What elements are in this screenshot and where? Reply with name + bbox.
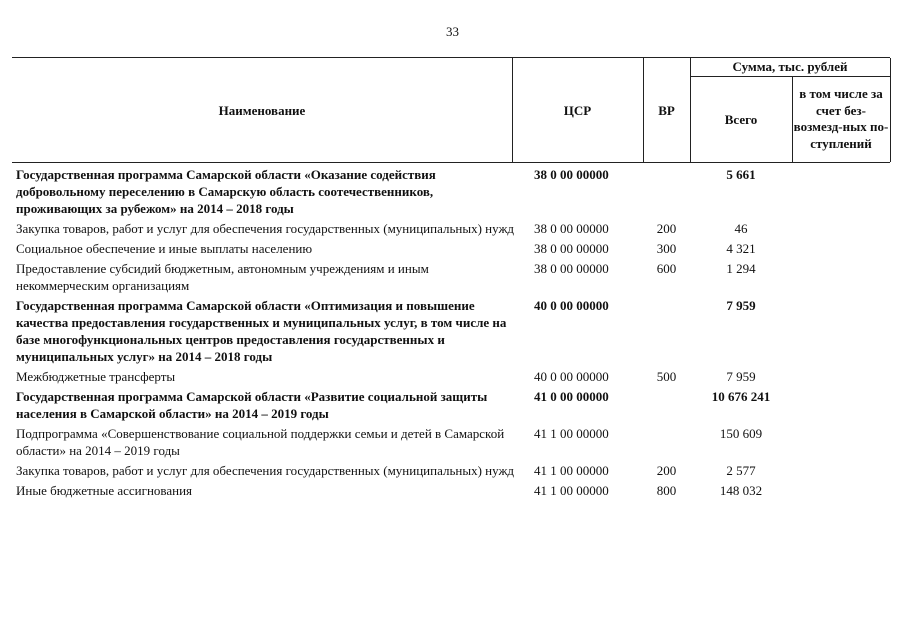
row-csr: 40 0 00 00000: [534, 369, 609, 384]
header-incl: в том числе за счет без-возмезд-ных по-ступлений: [793, 86, 889, 151]
row-incl: [792, 482, 890, 499]
table-body: [12, 163, 890, 499]
row-vr: 200: [656, 463, 677, 478]
header-name: Наименование: [218, 102, 306, 118]
table-row: [12, 385, 890, 422]
row-name: Иные бюджетные ассигнования: [16, 483, 193, 498]
table-row: [12, 365, 890, 385]
row-total: 7 959: [726, 369, 756, 384]
row-incl: [792, 368, 890, 385]
row-total: 5 661: [726, 167, 756, 182]
header-divider: [890, 58, 891, 162]
row-incl: [792, 462, 890, 479]
header-sum: Сумма, тыс. рублей: [732, 59, 848, 74]
row-total: 2 577: [726, 463, 756, 478]
row-incl: [792, 425, 890, 459]
row-total: 46: [734, 221, 748, 236]
row-total: 150 609: [719, 426, 763, 441]
row-csr: 41 0 00 00000: [534, 389, 609, 404]
row-csr: 40 0 00 00000: [534, 298, 609, 313]
table-row: [12, 237, 890, 257]
row-csr: 41 1 00 00000: [534, 463, 609, 478]
row-csr: 41 1 00 00000: [534, 483, 609, 498]
row-name: Социальное обеспечение и иные выплаты населению: [16, 241, 313, 256]
row-vr: [643, 166, 690, 217]
row-name: Государственная программа Самарской области «Оказание содействия добровольному переселению в Самарскую область соотечественников, проживающих за рубежом» на 2014 – 2018 годы: [16, 167, 436, 216]
table-row: [12, 163, 890, 217]
header-divider: [643, 58, 644, 162]
row-incl: [792, 220, 890, 237]
row-name: Межбюджетные трансферты: [16, 369, 176, 384]
row-vr: [643, 425, 690, 459]
page-number: 33: [446, 24, 459, 39]
row-name: Предоставление субсидий бюджетным, автономным учреждениям и иным некоммерческим организациям: [16, 261, 429, 293]
row-vr: [643, 297, 690, 365]
row-vr: 800: [656, 483, 677, 498]
row-incl: [792, 297, 890, 365]
header-vr: ВР: [658, 102, 675, 118]
header-divider: [690, 58, 691, 162]
row-total: 1 294: [726, 261, 756, 276]
row-csr: 38 0 00 00000: [534, 261, 609, 276]
table-row: [12, 422, 890, 459]
row-vr: 500: [656, 369, 677, 384]
row-total: 7 959: [726, 298, 756, 313]
row-name: Государственная программа Самарской области «Развитие социальной защиты населения в Самарской области» на 2014 – 2019 годы: [16, 389, 488, 421]
row-incl: [792, 388, 890, 422]
row-csr: 38 0 00 00000: [534, 221, 609, 236]
table-row: [12, 257, 890, 294]
header-total: Всего: [724, 111, 758, 127]
budget-table: [12, 57, 890, 499]
table-row: [12, 217, 890, 237]
row-csr: 38 0 00 00000: [534, 167, 609, 182]
row-name: Закупка товаров, работ и услуг для обеспечения государственных (муниципальных) нужд: [16, 221, 515, 236]
row-total: 4 321: [726, 241, 756, 256]
row-total: 10 676 241: [711, 389, 771, 404]
row-total: 148 032: [719, 483, 763, 498]
table-row: [12, 459, 890, 479]
row-incl: [792, 260, 890, 294]
header-divider: [690, 76, 890, 77]
row-incl: [792, 166, 890, 217]
header-divider: [792, 76, 793, 162]
row-name: Закупка товаров, работ и услуг для обеспечения государственных (муниципальных) нужд: [16, 463, 515, 478]
row-vr: 200: [656, 221, 677, 236]
header-divider: [512, 58, 513, 162]
row-name: Подпрограмма «Совершенствование социальной поддержки семьи и детей в Самарской области» на 2014 – 2019 годы: [16, 426, 505, 458]
row-csr: 38 0 00 00000: [534, 241, 609, 256]
row-csr: 41 1 00 00000: [534, 426, 609, 441]
table-header: [12, 57, 890, 163]
row-incl: [792, 240, 890, 257]
row-vr: 300: [656, 241, 677, 256]
header-csr: ЦСР: [563, 102, 592, 118]
row-name: Государственная программа Самарской области «Оптимизация и повышение качества предоставления государственных и муниципальных услуг, в том числе на базе многофункциональных центров предоставления государственных и муниципальных услуг» на 2014 – 2018 годы: [16, 298, 507, 364]
row-vr: [643, 388, 690, 422]
row-vr: 600: [656, 261, 677, 276]
table-row: [12, 294, 890, 365]
table-row: [12, 479, 890, 499]
